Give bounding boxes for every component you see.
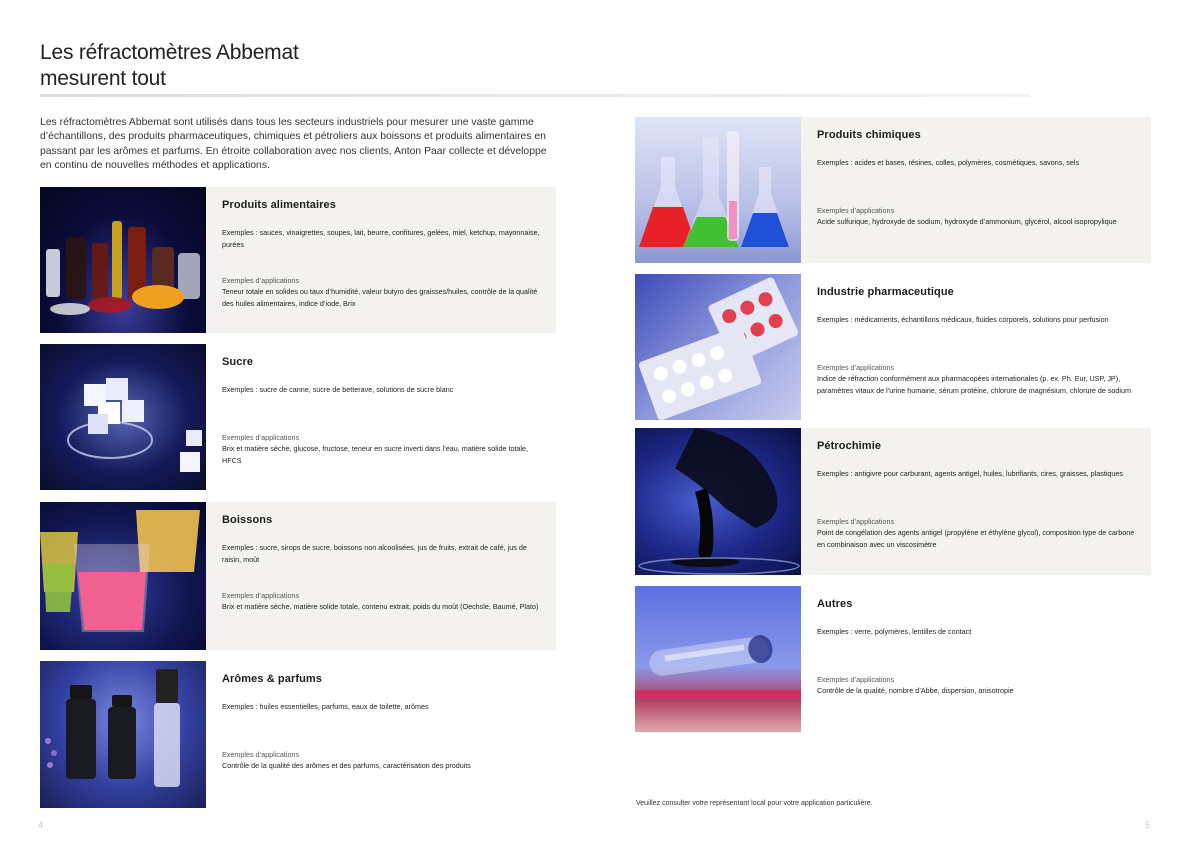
drinks-applications-label: Exemples d’applications xyxy=(222,591,300,600)
pharma-text xyxy=(801,274,1151,420)
page-number-right: 5 xyxy=(1145,820,1151,830)
petro-text xyxy=(801,428,1151,575)
drinks-title: Boissons xyxy=(222,514,273,526)
sugar-applications-label: Exemples d’applications xyxy=(222,433,300,442)
section-chemicals xyxy=(635,117,1151,263)
section-aromas xyxy=(40,661,556,808)
drinks-image xyxy=(40,502,206,650)
pharma-applications-label: Exemples d’applications xyxy=(817,363,895,372)
others-applications: Contrôle de la qualité, nombre d’Abbe, dispersion, anisotropie xyxy=(817,686,1014,695)
pharma-examples: Exemples : médicaments, échantillons médicaux, fluides corporels, solutions pour perfusion xyxy=(817,315,1109,324)
sugar-text xyxy=(206,344,556,490)
sugar-examples: Exemples : sucre de canne, sucre de betterave, solutions de sucre blanc xyxy=(222,385,454,394)
aromas-title: Arômes & parfums xyxy=(222,673,323,685)
page-number-left: 4 xyxy=(38,820,44,830)
chemicals-examples: Exemples : acides et bases, résines, colles, polymères, cosmétiques, savons, sels xyxy=(817,158,1080,167)
aromas-applications-label: Exemples d’applications xyxy=(222,750,300,759)
drinks-applications: Brix et matière sèche, matière solide totale, contenu extrait, poids du moût (Oechsle, Baumé, Plato) xyxy=(222,602,539,611)
others-image xyxy=(635,586,801,732)
others-examples: Exemples : verre, polymères, lentilles de contact xyxy=(817,627,972,636)
aromas-text xyxy=(206,661,556,808)
others-title: Autres xyxy=(817,598,853,610)
aromas-examples: Exemples : huiles essentielles, parfums, eaux de toilette, arômes xyxy=(222,702,429,711)
page-title-line-2: mesurent tout xyxy=(40,67,166,90)
petro-examples: Exemples : antigivre pour carburant, agents antigel, huiles, lubrifiants, cires, graisses, plastiques xyxy=(817,469,1124,478)
petro-applications: Point de congélation des agents antigel (propylène et éthylène glycol), composition type de carbone en combinaison avec un viscosimètre xyxy=(817,528,1135,549)
food-text xyxy=(206,187,556,333)
page-title xyxy=(40,40,540,92)
section-petro xyxy=(635,428,1151,575)
chemicals-applications-label: Exemples d’applications xyxy=(817,206,895,215)
food-applications-label: Exemples d’applications xyxy=(222,276,300,285)
food-title: Produits alimentaires xyxy=(222,199,336,211)
sugar-applications: Brix et matière sèche, glucose, fructose, teneur en sucre inverti dans l’eau, matière solide totale, HFCS xyxy=(222,444,529,465)
section-drinks xyxy=(40,502,556,650)
petro-image xyxy=(635,428,801,575)
food-examples: Exemples : sauces, vinaigrettes, soupes, lait, beurre, confitures, gelées, miel, ketchup, mayonnaise, purées xyxy=(222,228,540,249)
petro-title: Pétrochimie xyxy=(817,440,882,452)
drinks-text xyxy=(206,502,556,650)
aromas-applications: Contrôle de la qualité des arômes et des parfums, caractérisation des produits xyxy=(222,761,471,770)
section-others xyxy=(635,586,1151,732)
aromas-image xyxy=(40,661,206,808)
pharma-title: Industrie pharmaceutique xyxy=(817,286,954,298)
food-image xyxy=(40,187,206,333)
others-text xyxy=(801,586,1151,732)
sugar-title: Sucre xyxy=(222,356,254,368)
intro-paragraph: Les réfractomètres Abbemat sont utilisés dans tous les secteurs industriels pour mesurer une vaste gamme d’échantillons, des produits pharmaceutiques, chimiques et pétroliers aux boissons et produits alimentaires en passant par les arômes et parfums. En étroite collaboration avec nos clients, Anton Paar collecte et développe en continu de nouvelles méthodes et applications. xyxy=(40,117,547,172)
petro-applications-label: Exemples d’applications xyxy=(817,517,895,526)
drinks-examples: Exemples : sucre, sirops de sucre, boissons non alcoolisées, jus de fruits, extrait de café, jus de raisin, moût xyxy=(222,543,527,564)
section-pharma xyxy=(635,274,1151,420)
chemicals-title: Produits chimiques xyxy=(817,129,921,141)
chemicals-applications: Acide sulfurique, hydroxyde de sodium, hydroxyde d’ammonium, glycérol, alcool isopropylique xyxy=(817,217,1117,226)
footer-note: Veuillez consulter votre représentant local pour votre application particulière. xyxy=(636,800,873,807)
sugar-image xyxy=(40,344,206,490)
pharma-applications: Indice de réfraction conformément aux pharmacopées internationales (p. ex. Ph. Eur, USP, JP), paramètres vitaux de l’urine humaine, sérum protéine, chlorure de magnésium, chlorure de sodium xyxy=(817,374,1132,395)
chemicals-image xyxy=(635,117,801,263)
page-title-line-1: Les réfractomètres Abbemat xyxy=(40,41,299,64)
others-applications-label: Exemples d’applications xyxy=(817,675,895,684)
chemicals-text xyxy=(801,117,1151,263)
section-food xyxy=(40,187,556,333)
food-applications: Teneur totale en solides ou taux d’humidité, valeur butyro des graisses/huiles, contrôle de la qualité des huiles alimentaires, indice d’iode, Brix xyxy=(222,287,538,308)
pharma-image xyxy=(635,274,801,420)
title-divider xyxy=(40,94,1030,97)
section-sugar xyxy=(40,344,556,490)
